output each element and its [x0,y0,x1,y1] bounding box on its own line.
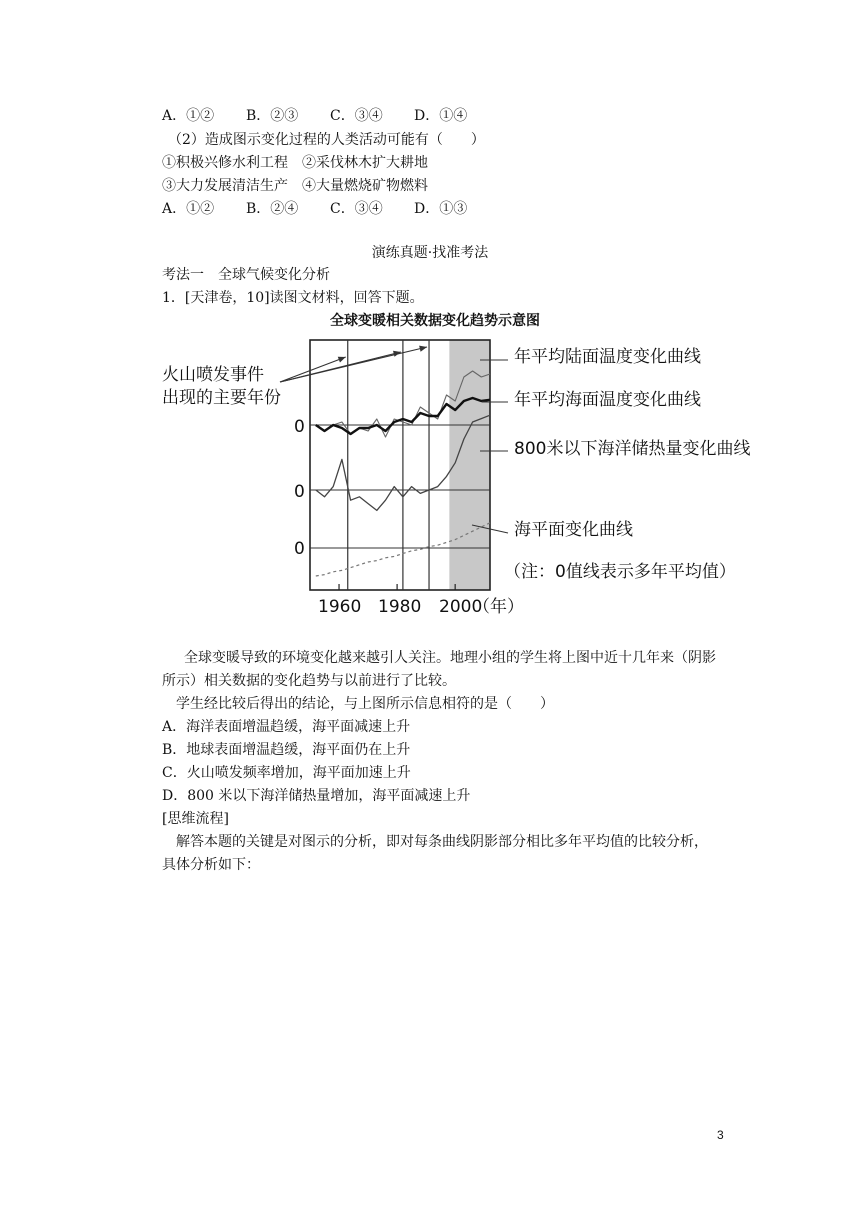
land-temp-curve-label: 年平均陆面温度变化曲线 [514,347,701,367]
paragraph-3-line-1: 解答本题的关键是对图示的分析，即对每条曲线阴影部分相比多年平均值的比较分析， [176,834,708,850]
method-heading: 考法一 全球气候变化分析 [162,267,330,283]
thinking-flow-label: [思维流程] [162,811,229,827]
zero-label-2: 0 [294,482,305,502]
q1-option-d: D．①④ [414,108,468,124]
paragraph-3-line-2: 具体分析如下： [162,857,260,873]
leader-line [280,357,346,382]
q1-option-c: C．③④ [330,108,383,124]
x-tick-1980: 1980 [378,597,422,617]
question-heading: 1．[天津卷，10]读图文材料，回答下题。 [162,290,424,306]
sea-surface-temp-curve-label: 年平均海面温度变化曲线 [514,390,701,410]
q1-option-b: B．②③ [246,108,299,124]
q2-option-d: D．①③ [414,201,468,217]
zero-label-1: 0 [294,417,305,437]
climate-figure [0,330,860,630]
q1-option-a: A．①② [162,108,215,124]
q2-items-line1: ①积极兴修水利工程 ②采伐林木扩大耕地 [162,155,428,171]
x-axis-unit: （年） [473,597,524,617]
zero-label-3: 0 [294,539,305,559]
volcano-label-line2: 出现的主要年份 [162,388,281,408]
q2-option-c: C．③④ [330,201,383,217]
q2-option-b: B．②④ [246,201,299,217]
arrow-head [419,346,427,352]
sea-level-curve-label: 海平面变化曲线 [514,520,633,540]
ocean-heat-curve-label: 800米以下海洋储热量变化曲线 [514,439,751,459]
option-b: B．地球表面增温趋缓，海平面仍在上升 [162,742,411,758]
q2-option-a: A．①② [162,201,215,217]
option-c: C．火山喷发频率增加，海平面加速上升 [162,765,411,781]
q1-options [162,106,467,126]
option-a: A．海洋表面增温趋缓，海平面减速上升 [162,719,411,735]
q2-options [162,199,467,219]
paragraph-1-line-2: 所示）相关数据的变化趋势与以前进行了比较。 [162,673,456,689]
section-title: 演练真题·找准考法 [371,245,489,261]
page-number: 3 [717,1128,724,1142]
leader-line [280,347,427,382]
arrow-head [338,357,346,363]
q2-items-line2: ③大力发展清洁生产 ④大量燃烧矿物燃料 [162,178,428,194]
paragraph-2: 学生经比较后得出的结论，与上图所示信息相符的是（ ） [176,696,554,712]
volcano-label-line1: 火山喷发事件 [162,365,264,385]
figure-title: 全球变暖相关数据变化趋势示意图 [330,313,540,329]
option-d: D．800 米以下海洋储热量增加，海平面减速上升 [162,788,471,804]
paragraph-1-line-1: 全球变暖导致的环境变化越来越引人关注。地理小组的学生将上图中近十几年来（阴影 [184,650,716,666]
figure-note: （注：0值线表示多年平均值） [504,562,736,582]
x-tick-1960: 1960 [318,597,362,617]
q2-stem: （2）造成图示变化过程的人类活动可能有（ ） [168,132,485,148]
shaded-period [449,340,490,590]
x-tick-2000: 2000 [439,597,483,617]
